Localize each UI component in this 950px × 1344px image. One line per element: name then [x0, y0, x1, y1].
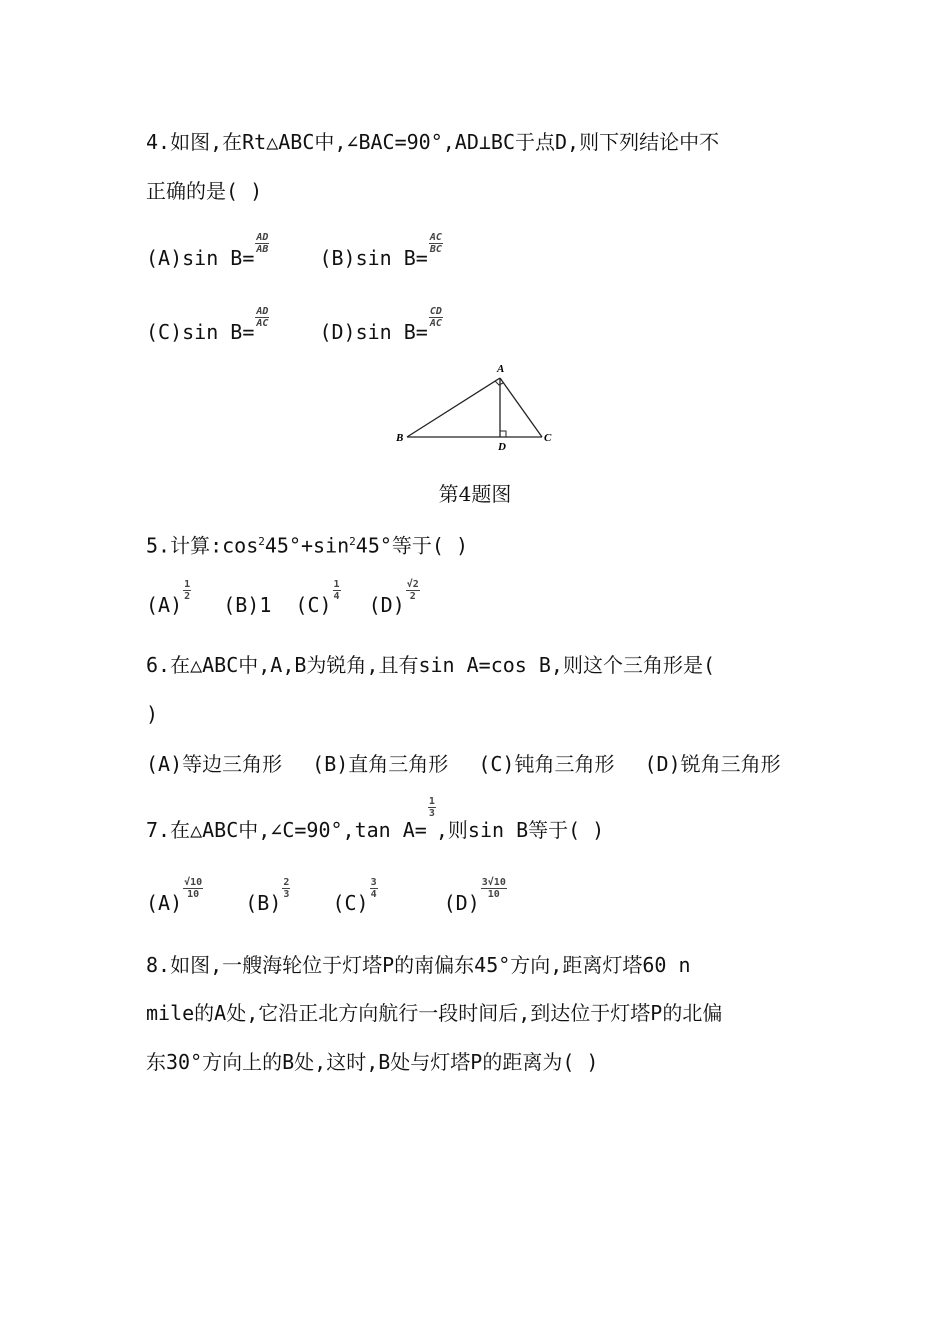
fraction-denominator: 3 [428, 808, 435, 819]
q5-stem [146, 528, 468, 560]
fraction-denominator: 3 [283, 889, 290, 900]
q6-options [146, 750, 781, 778]
fraction-numerator: 1 [184, 579, 191, 590]
label-b: B [396, 432, 404, 444]
q4-option-b [319, 232, 442, 272]
fraction-denominator: 10 [187, 889, 200, 900]
fraction-denominator: AC [429, 318, 442, 329]
fraction-numerator: 1 [428, 796, 435, 807]
fraction-denominator: 4 [333, 591, 340, 602]
fraction-denominator: AC [256, 318, 269, 329]
fraction-numerator: 2 [283, 877, 290, 888]
fraction-numerator: AD [256, 232, 269, 243]
label-c: C [544, 432, 552, 444]
fraction-denominator: 2 [409, 591, 416, 602]
q6-option-a: (A)等边三角形 [146, 752, 283, 776]
q4-option-d-text: (D)sin B= [319, 320, 428, 344]
q8-stem-line3: 东30°方向上的B处,这时,B处与灯塔P的距离为( ) [146, 1050, 599, 1074]
q4-figure-caption: 第4题图 [438, 482, 512, 506]
q7-option-a [146, 877, 203, 917]
q4-triangle-figure [390, 360, 560, 455]
q7-option-d [443, 877, 507, 917]
q7-option-a-fraction [183, 877, 203, 900]
fraction-numerator: 1 [333, 579, 340, 590]
q4-option-c [146, 306, 269, 346]
q7-options [146, 877, 507, 917]
q5-stem-part2: 45°+sin [264, 533, 350, 558]
fraction-numerator: √2 [406, 579, 419, 590]
q5-option-c-text: (C) [295, 593, 332, 617]
q4-option-a-text: (A)sin B= [146, 246, 255, 270]
q5-exponent-1: 2 [258, 535, 265, 548]
fraction-numerator: CD [429, 306, 442, 317]
fraction-numerator: 3√10 [481, 877, 506, 888]
q4-stem-line1: 4.如图,在Rt△ABC中,∠BAC=90°,AD⊥BC于点D,则下列结论中不 [146, 130, 720, 154]
label-d: D [498, 441, 506, 453]
q4-options-row2 [146, 306, 443, 346]
q7-option-b [245, 877, 290, 917]
q5-option-d-fraction [406, 579, 420, 602]
q7-option-a-text: (A) [146, 891, 183, 915]
q7-option-b-fraction [282, 877, 290, 900]
q7-stem-part2: ,则sin B等于( ) [435, 818, 605, 842]
q7-stem [146, 796, 605, 844]
q7-option-c-text: (C) [332, 891, 369, 915]
fraction-numerator: AC [429, 232, 442, 243]
q7-option-c-fraction [370, 877, 378, 900]
right-angle-mark-d [500, 431, 506, 437]
q5-option-a-fraction [183, 579, 191, 602]
q7-option-d-fraction [481, 877, 507, 900]
q5-stem-part1: 5.计算:cos [146, 533, 259, 558]
q4-option-a [146, 232, 269, 272]
q4-option-b-fraction [429, 232, 443, 255]
q4-stem-line2: 正确的是( ) [146, 179, 263, 203]
q4-option-b-text: (B)sin B= [319, 246, 428, 270]
fraction-denominator: 2 [184, 591, 191, 602]
fraction-denominator: AB [256, 244, 269, 255]
q4-option-d [319, 306, 442, 346]
q7-option-d-text: (D) [443, 891, 480, 915]
segment-ac [500, 378, 542, 437]
q5-option-d-text: (D) [368, 593, 405, 617]
q6-option-d: (D)锐角三角形 [644, 752, 781, 776]
q4-option-d-fraction [429, 306, 443, 329]
q5-option-a-text: (A) [146, 593, 183, 617]
q5-options [146, 579, 420, 619]
q5-option-c [295, 579, 340, 619]
q7-option-c [332, 877, 377, 917]
q6-option-b: (B)直角三角形 [312, 752, 449, 776]
fraction-numerator: AD [256, 306, 269, 317]
q5-option-a [146, 579, 191, 619]
q4-options-row1 [146, 232, 443, 272]
fraction-numerator: 3 [370, 877, 377, 888]
q6-stem-line1: 6.在△ABC中,A,B为锐角,且有sin A=cos B,则这个三角形是( [146, 653, 715, 677]
q7-stem-part1: 7.在△ABC中,∠C=90°,tan A= [146, 818, 427, 842]
q5-stem-part3: 45°等于( ) [355, 533, 469, 558]
segment-ab [407, 378, 500, 437]
label-a: A [497, 363, 505, 375]
q6-option-c: (C)钝角三角形 [478, 752, 615, 776]
q4-option-c-fraction [255, 306, 269, 329]
q8-stem-line1: 8.如图,一艘海轮位于灯塔P的南偏东45°方向,距离灯塔60 n [146, 953, 691, 977]
q5-option-c-fraction [333, 579, 341, 602]
fraction-numerator: √10 [184, 877, 203, 888]
fraction-denominator: 4 [370, 889, 377, 900]
q7-tan-fraction [428, 796, 436, 819]
q8-stem-line2: mile的A处,它沿正北方向航行一段时间后,到达位于灯塔P的北偏 [146, 1001, 723, 1025]
q5-option-d [368, 579, 420, 619]
fraction-denominator: 10 [487, 889, 500, 900]
q4-option-c-text: (C)sin B= [146, 320, 255, 344]
q7-option-b-text: (B) [245, 891, 282, 915]
q5-option-b: (B)1 [223, 593, 272, 617]
q6-stem-line2: ) [146, 702, 159, 726]
q4-option-a-fraction [255, 232, 269, 255]
q5-exponent-2: 2 [349, 535, 356, 548]
fraction-denominator: BC [429, 244, 442, 255]
